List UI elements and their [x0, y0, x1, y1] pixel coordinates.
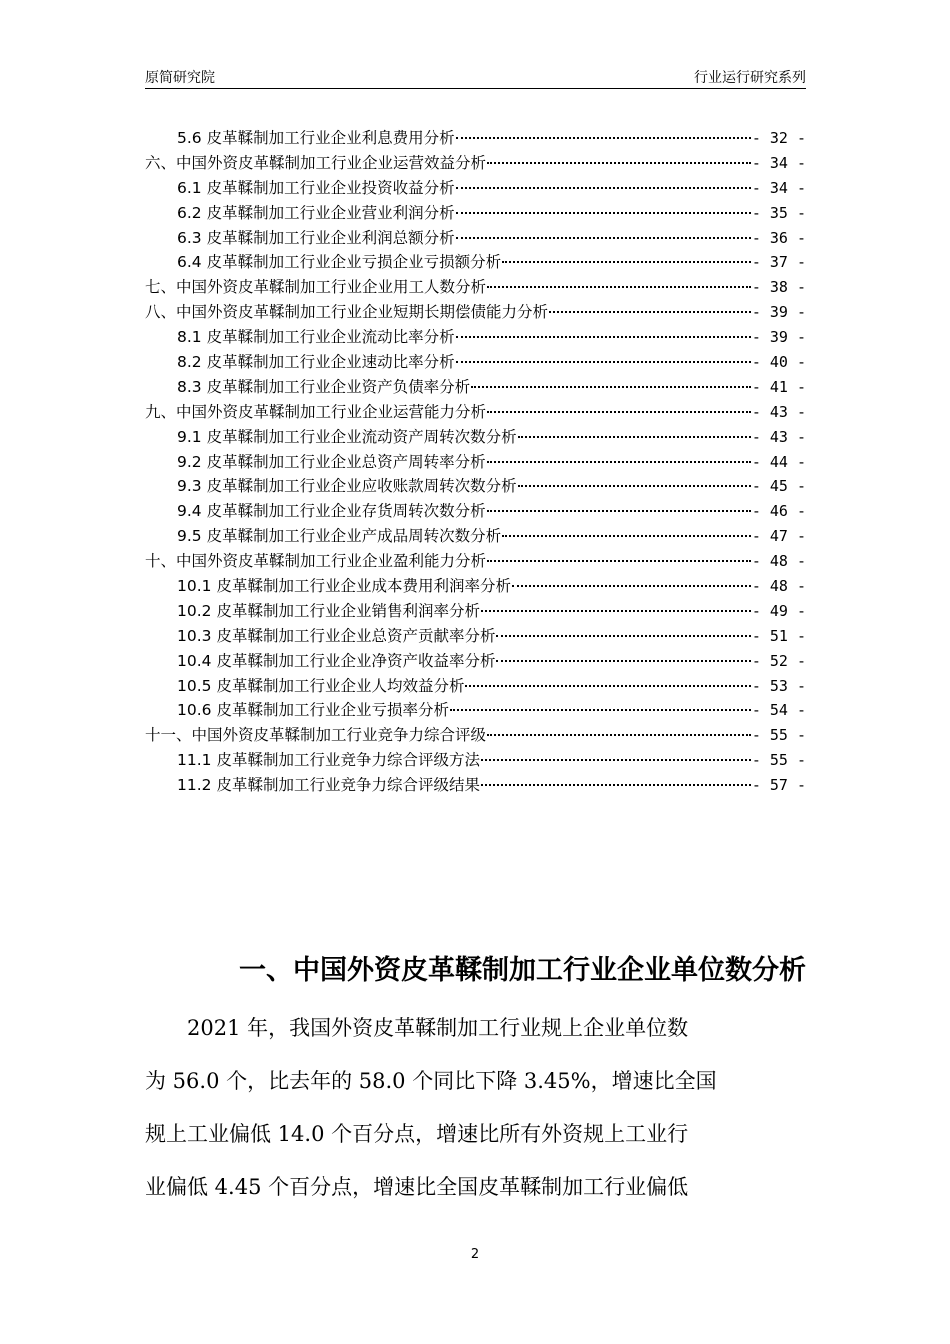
toc-entry-title: 九、中国外资皮革鞣制加工行业企业运营能力分析: [145, 402, 487, 421]
toc-entry[interactable]: [145, 400, 806, 425]
toc-leader-dots: [496, 660, 750, 662]
toc-entry-title: 十一、中国外资皮革鞣制加工行业竞争力综合评级: [145, 726, 487, 745]
toc-entry[interactable]: [145, 748, 806, 773]
toc-entry-title: 6.2 皮革鞣制加工行业企业营业利润分析: [177, 203, 455, 222]
toc-leader-dots: [456, 336, 751, 338]
toc-entry-title: 8.2 皮革鞣制加工行业企业速动比率分析: [177, 353, 455, 372]
toc-entry[interactable]: [145, 226, 806, 251]
header-series: 行业运行研究系列: [694, 70, 806, 86]
toc-entry-title: 5.6 皮革鞣制加工行业企业利息费用分析: [177, 129, 455, 147]
toc-entry[interactable]: [145, 773, 806, 798]
toc-entry-page: - 55 -: [751, 726, 806, 745]
toc-entry[interactable]: [145, 474, 806, 499]
toc-entry[interactable]: [145, 201, 806, 226]
toc-entry[interactable]: [145, 300, 806, 325]
toc-entry-page: - 34 -: [751, 178, 806, 197]
toc-entry[interactable]: [145, 151, 806, 176]
toc-leader-dots: [487, 560, 751, 562]
toc-entry[interactable]: [145, 425, 806, 450]
toc-entry[interactable]: [145, 126, 806, 151]
toc-entry-title: 11.1 皮革鞣制加工行业竞争力综合评级方法: [177, 751, 480, 770]
toc-leader-dots: [456, 137, 751, 139]
toc-entry-title: 9.5 皮革鞣制加工行业企业产成品周转次数分析: [177, 527, 502, 546]
toc-leader-dots: [518, 485, 751, 487]
toc-entry[interactable]: [145, 698, 806, 723]
toc-entry[interactable]: [145, 549, 806, 574]
toc-entry[interactable]: [145, 275, 806, 300]
toc-entry-title: 十、中国外资皮革鞣制加工行业企业盈利能力分析: [145, 552, 487, 571]
toc-entry-page: - 48 -: [751, 577, 806, 596]
body-paragraph: [145, 1002, 806, 1214]
toc-entry-title: 8.1 皮革鞣制加工行业企业流动比率分析: [177, 328, 455, 347]
toc-entry-page: - 34 -: [751, 153, 806, 172]
toc-entry-title: 六、中国外资皮革鞣制加工行业企业运营效益分析: [145, 153, 487, 172]
toc-entry-title: 6.3 皮革鞣制加工行业企业利润总额分析: [177, 228, 455, 247]
toc-entry-title: 9.3 皮革鞣制加工行业企业应收账款周转次数分析: [177, 477, 517, 496]
toc-entry-page: - 35 -: [751, 203, 806, 222]
toc-leader-dots: [456, 361, 751, 363]
toc-entry[interactable]: [145, 723, 806, 748]
toc-entry-page: - 40 -: [751, 353, 806, 372]
toc-leader-dots: [450, 709, 751, 711]
toc-entry[interactable]: [145, 325, 806, 350]
toc-leader-dots: [487, 411, 751, 413]
toc-leader-dots: [487, 162, 751, 164]
toc-entry-page: - 39 -: [751, 328, 806, 347]
toc-entry[interactable]: [145, 574, 806, 599]
toc-entry-page: - 47 -: [751, 527, 806, 546]
toc-leader-dots: [502, 261, 751, 263]
toc-leader-dots: [456, 187, 751, 189]
toc-entry-title: 6.4 皮革鞣制加工行业企业亏损企业亏损额分析: [177, 253, 502, 272]
table-of-contents: [145, 126, 806, 798]
toc-entry-title: 8.3 皮革鞣制加工行业企业资产负债率分析: [177, 377, 471, 396]
toc-entry-title: 10.1 皮革鞣制加工行业企业成本费用利润率分析: [177, 577, 511, 596]
page-number: 2: [470, 1247, 480, 1262]
toc-leader-dots: [481, 759, 751, 761]
toc-entry-title: 9.2 皮革鞣制加工行业企业总资产周转率分析: [177, 452, 486, 471]
toc-entry-page: - 37 -: [751, 253, 806, 272]
toc-leader-dots: [481, 610, 751, 612]
paragraph-line: 规上工业偏低 14.0 个百分点，增速比所有外资规上工业行: [145, 1122, 689, 1146]
toc-leader-dots: [465, 685, 750, 687]
toc-entry[interactable]: [145, 499, 806, 524]
toc-entry-title: 9.1 皮革鞣制加工行业企业流动资产周转次数分析: [177, 427, 517, 446]
toc-entry-page: - 43 -: [751, 427, 806, 446]
toc-entry-page: - 52 -: [751, 651, 806, 670]
toc-entry-page: - 38 -: [751, 278, 806, 297]
toc-leader-dots: [512, 585, 751, 587]
toc-entry-page: - 51 -: [751, 626, 806, 645]
toc-entry[interactable]: [145, 674, 806, 699]
toc-leader-dots: [549, 311, 751, 313]
toc-entry-title: 七、中国外资皮革鞣制加工行业企业用工人数分析: [145, 278, 487, 297]
toc-entry[interactable]: [145, 649, 806, 674]
toc-entry-title: 10.5 皮革鞣制加工行业企业人均效益分析: [177, 676, 465, 695]
toc-leader-dots: [456, 212, 751, 214]
toc-entry-page: - 48 -: [751, 552, 806, 571]
toc-entry-page: - 44 -: [751, 452, 806, 471]
toc-leader-dots: [487, 510, 751, 512]
toc-entry-page: - 53 -: [751, 676, 806, 695]
paragraph-line: 业偏低 4.45 个百分点，增速比全国皮革鞣制加工行业偏低: [145, 1175, 689, 1199]
toc-entry-page: - 54 -: [751, 701, 806, 720]
page-header: [145, 66, 806, 89]
toc-entry-page: - 41 -: [751, 377, 806, 396]
header-publisher: 原简研究院: [145, 70, 215, 86]
toc-entry-title: 10.6 皮革鞣制加工行业企业亏损率分析: [177, 701, 449, 720]
toc-entry-page: - 49 -: [751, 601, 806, 620]
toc-entry[interactable]: [145, 250, 806, 275]
toc-leader-dots: [518, 436, 751, 438]
toc-leader-dots: [481, 784, 751, 786]
toc-entry-title: 10.4 皮革鞣制加工行业企业净资产收益率分析: [177, 651, 496, 670]
toc-entry-page: - 55 -: [751, 751, 806, 770]
toc-entry-title: 6.1 皮革鞣制加工行业企业投资收益分析: [177, 178, 455, 197]
paragraph-line: 为 56.0 个，比去年的 58.0 个同比下降 3.45%，增速比全国: [145, 1069, 717, 1093]
toc-entry-page: - 43 -: [751, 402, 806, 421]
toc-leader-dots: [502, 535, 751, 537]
toc-leader-dots: [471, 386, 751, 388]
section-heading: 一、中国外资皮革鞣制加工行业企业单位数分析: [239, 955, 806, 986]
toc-entry-page: - 46 -: [751, 502, 806, 521]
toc-entry[interactable]: [145, 350, 806, 375]
toc-leader-dots: [496, 635, 750, 637]
toc-entry[interactable]: [145, 450, 806, 475]
toc-entry[interactable]: [145, 624, 806, 649]
paragraph-line: 2021 年，我国外资皮革鞣制加工行业规上企业单位数: [187, 1016, 689, 1040]
toc-entry-title: 10.2 皮革鞣制加工行业企业销售利润率分析: [177, 601, 480, 620]
toc-entry[interactable]: [145, 375, 806, 400]
toc-entry-title: 八、中国外资皮革鞣制加工行业企业短期长期偿债能力分析: [145, 303, 549, 322]
toc-leader-dots: [487, 461, 751, 463]
toc-entry[interactable]: [145, 599, 806, 624]
toc-leader-dots: [456, 237, 751, 239]
toc-entry-page: - 57 -: [751, 776, 806, 795]
toc-entry-title: 10.3 皮革鞣制加工行业企业总资产贡献率分析: [177, 626, 496, 645]
toc-leader-dots: [487, 734, 751, 736]
toc-entry-page: - 39 -: [751, 303, 806, 322]
toc-entry[interactable]: [145, 176, 806, 201]
toc-entry-title: 9.4 皮革鞣制加工行业企业存货周转次数分析: [177, 502, 486, 521]
toc-entry-title: 11.2 皮革鞣制加工行业竞争力综合评级结果: [177, 776, 480, 795]
toc-entry-page: - 45 -: [751, 477, 806, 496]
toc-entry-page: - 36 -: [751, 228, 806, 247]
toc-leader-dots: [487, 286, 751, 288]
toc-entry[interactable]: [145, 524, 806, 549]
toc-entry-page: - 32 -: [751, 129, 806, 147]
